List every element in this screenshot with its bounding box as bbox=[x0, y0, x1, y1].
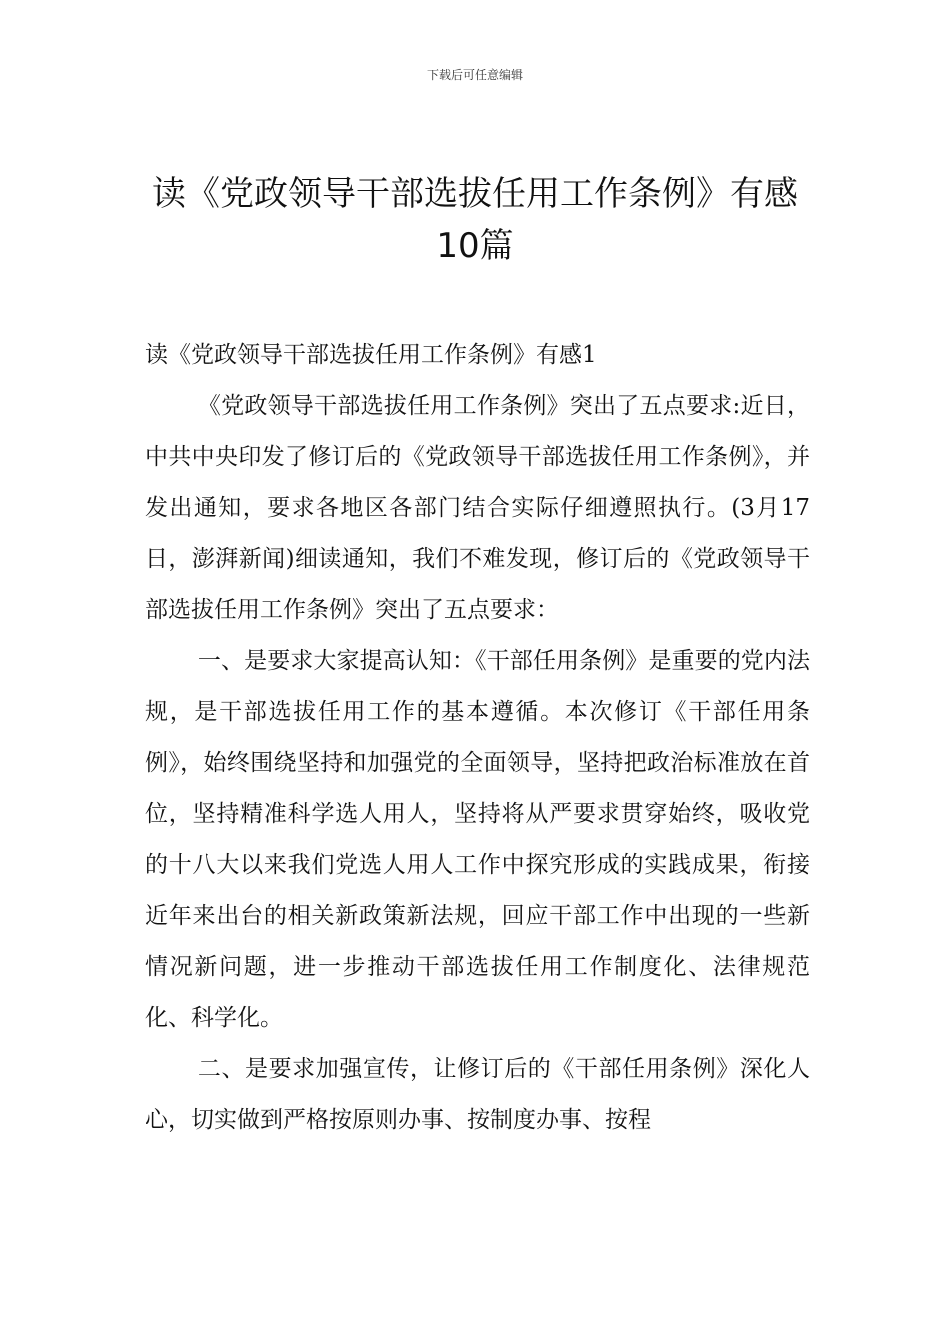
paragraph-point-two: 二、是要求加强宣传，让修订后的《干部任用条例》深化人心，切实做到严格按原则办事、按制度办事、按程 bbox=[145, 1056, 810, 1133]
paragraph-intro: 《党政领导干部选拔任用工作条例》突出了五点要求:近日，中共中央印发了修订后的《党政领导干部选拔任用工作条例》，并发出通知，要求各地区各部门结合实际仔细遵照执行。(3月17日，澎湃新闻)细读通知，我们不难发现，修订后的《党政领导干部选拔任用工作条例》突出了五点要求： bbox=[145, 393, 810, 623]
document-body bbox=[145, 330, 810, 1146]
paragraph-point-one: 一、是要求大家提高认知：《干部任用条例》是重要的党内法规，是干部选拔任用工作的基本遵循。本次修订《干部任用条例》，始终围绕坚持和加强党的全面领导，坚持把政治标准放在首位，坚持精准科学选人用人，坚持将从严要求贯穿始终，吸收党的十八大以来我们党选人用人工作中探究形成的实践成果，衔接近年来出台的相关新政策新法规，回应干部工作中出现的一些新情况新问题，进一步推动干部选拔任用工作制度化、法律规范化、科学化。 bbox=[145, 648, 810, 1031]
document-title: 读《党政领导干部选拔任用工作条例》有感10篇 bbox=[152, 174, 798, 266]
section-subtitle: 读《党政领导干部选拔任用工作条例》有感1 bbox=[145, 342, 597, 368]
header-note: 下载后可任意编辑 bbox=[426, 68, 523, 82]
